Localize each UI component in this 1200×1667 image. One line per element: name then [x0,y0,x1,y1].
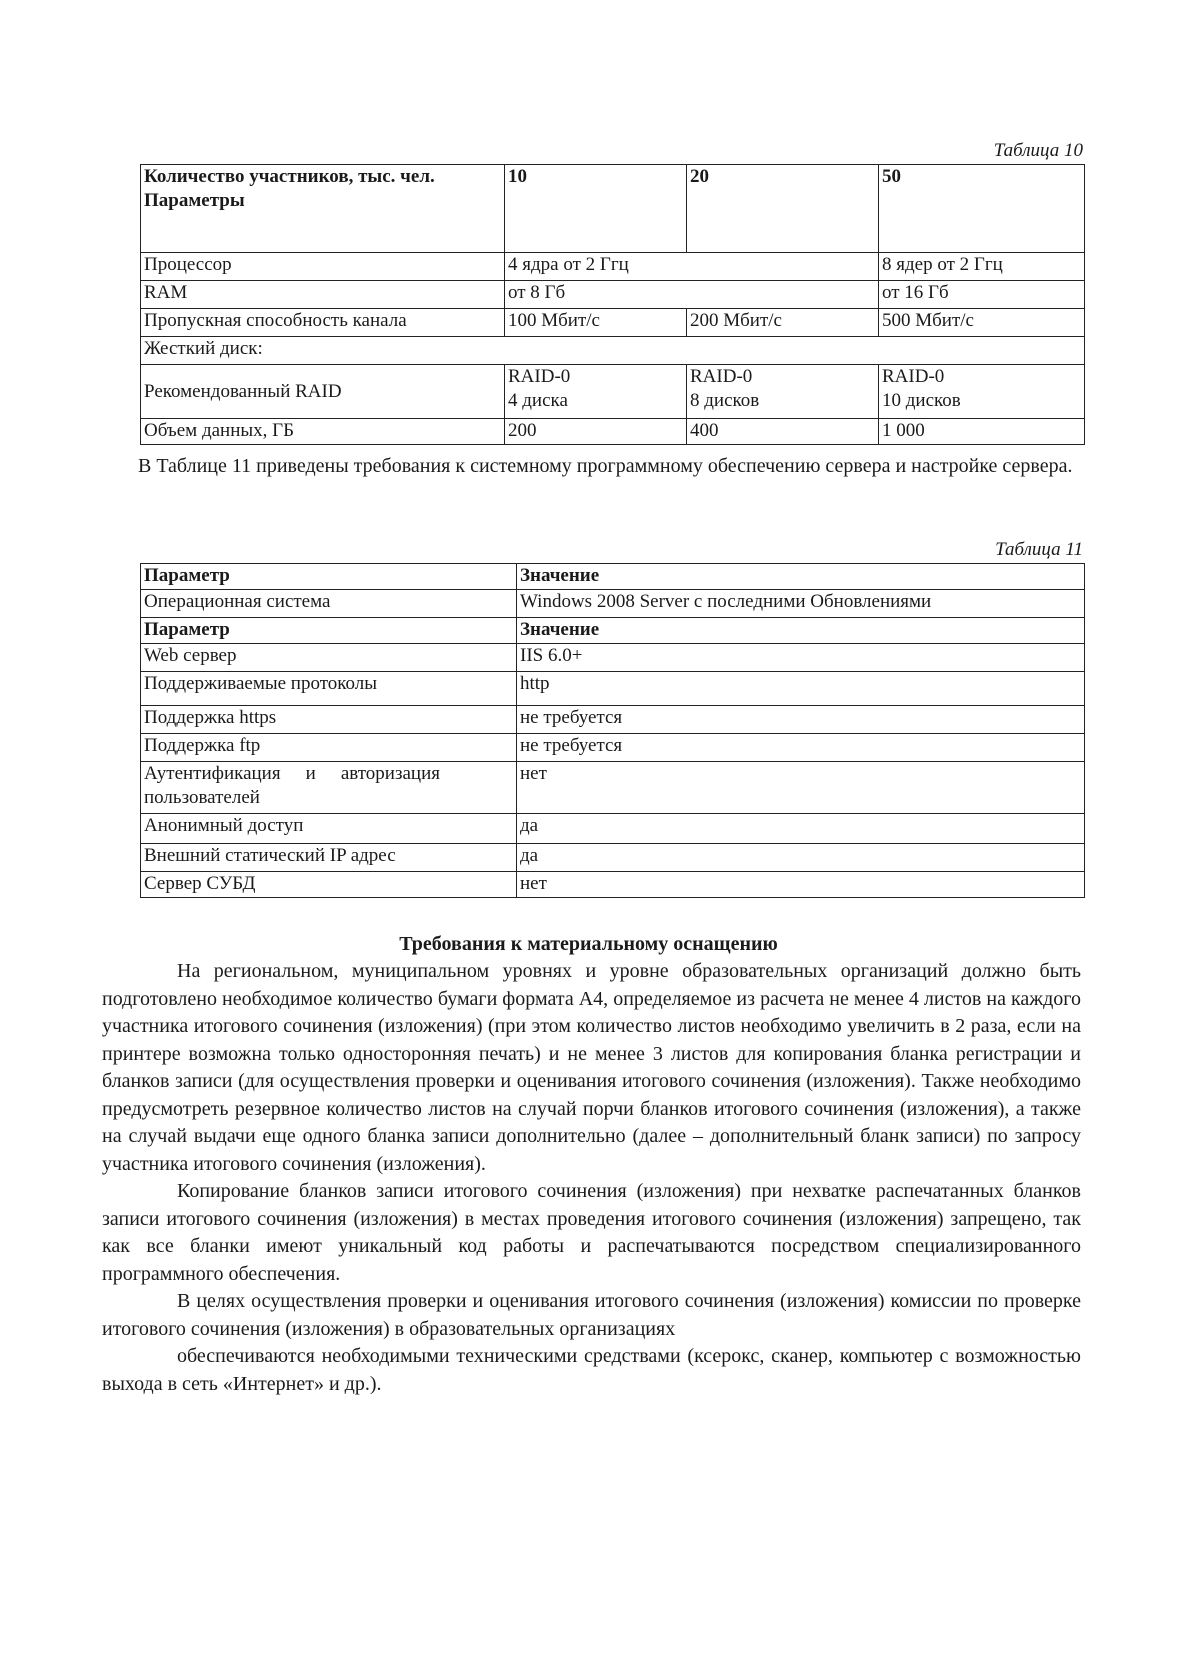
table10-header-line1: Количество участников, тыс. чел. [144,166,435,187]
table-row [141,165,1085,253]
table11-param-cell: Параметр [141,618,517,644]
table11-param-cell: Поддержка https [141,706,517,734]
intro-paragraph [96,453,1081,481]
table-row [141,281,1085,309]
table10-bandwidth-v1: 100 Мбит/с [505,309,687,337]
table10-raid-v2 [687,365,879,419]
table10-cpu-v1: 4 ядра от 2 Ггц [505,253,879,281]
table10-header-line2: Параметры [144,190,245,211]
table10-ram-v3: от 16 Гб [879,281,1085,309]
table-row [141,590,1085,618]
table-row [141,734,1085,762]
paragraph-4: обеспечиваются необходимыми техническими средствами (ксерокс, сканер, компьютер с возможностью выхода в сеть «Интернет» и др.). [102,1345,1081,1395]
table10-raid-v3 [879,365,1085,419]
table-row [141,564,1085,590]
table-row [141,872,1085,898]
table-row [141,419,1085,445]
table-row [141,309,1085,337]
table10-raid-v1 [505,365,687,419]
table10-header-col1: 10 [505,165,687,253]
table11-param-cell: Параметр [141,564,517,590]
table10 [140,164,1085,445]
table-row [141,337,1085,365]
table11-value-cell: IIS 6.0+ [517,644,1085,672]
table10-ram-label: RAM [141,281,505,309]
section-heading: Требования к материальному оснащению [399,933,778,955]
table11-body [141,564,1085,898]
table11-value-cell: Значение [517,618,1085,644]
table11-param-line: пользователей [144,787,260,808]
table10-raid-v2b: 8 дисков [690,390,760,411]
table11-value-cell: http [517,672,1085,706]
table10-bandwidth-v2: 200 Мбит/с [687,309,879,337]
paragraph-2: Копирование бланков записи итогового сочинения (изложения) при нехватке распечатанных бланков записи итогового сочинения (изложения) в местах проведения итогового сочинения (изложения) запрещено, так как все бланки имеют уникальный код работы и распечатываются посредством специализированного программного обеспечения. [102,1180,1081,1285]
table10-raid-v1a: RAID-0 [508,366,571,387]
table11-value-cell: нет [517,872,1085,898]
table10-bandwidth-label: Пропускная способность канала [141,309,505,337]
table11-value-cell: не требуется [517,734,1085,762]
table10-raid-v3b: 10 дисков [882,390,961,411]
table-row [141,644,1085,672]
table11-param-line: Аутентификация и авторизация [144,763,440,784]
table10-volume-v1: 200 [505,419,687,445]
table11-param-cell: Внешний статический IP адрес [141,844,517,872]
paragraph-1: На региональном, муниципальном уровнях и уровне образовательных организаций должно быть подготовлено необходимое количество бумаги формата А4, определяемое из расчета не менее 4 листов на каждого участника итогового сочинения (изложения) (при этом количество листов необходимо увеличить в 2 раза, если на принтере возможна только односторонняя печать) и не менее 3 листов для копирования бланка регистрации и бланков записи (для осуществления проверки и оценивания итогового сочинения (изложения). Также необходимо предусмотреть резервное количество листов на случай порчи бланков итогового сочинения (изложения), а также на случай выдачи еще одного бланка записи дополнительно (далее – дополнительный бланк записи) по запросу участника итогового сочинения (изложения). [102,960,1081,1175]
table10-hdd-label: Жесткий диск: [141,337,1085,365]
table-row [141,618,1085,644]
table10-volume-v2: 400 [687,419,879,445]
table10-cpu-label: Процессор [141,253,505,281]
table-row [141,672,1085,706]
table-row [141,706,1085,734]
table11-value-cell: не требуется [517,706,1085,734]
table11-value-cell: Значение [517,564,1085,590]
table11-value-cell: да [517,844,1085,872]
table11-param-cell: Поддерживаемые протоколы [141,672,517,706]
table10-header-col3: 50 [879,165,1085,253]
table10-raid-label: Рекомендованный RAID [141,365,505,419]
table10-header-col2: 20 [687,165,879,253]
table11-param-cell [141,762,517,814]
table11-param-cell: Анонимный доступ [141,814,517,844]
table-row [141,365,1085,419]
table10-volume-label: Объем данных, ГБ [141,419,505,445]
table10-volume-v3: 1 000 [879,419,1085,445]
paragraph-3: В целях осуществления проверки и оценивания итогового сочинения (изложения) комиссии по проверке итогового сочинения (изложения) в образовательных организациях [102,1290,1081,1340]
table10-header-param [141,165,505,253]
table10-raid-v3a: RAID-0 [882,366,945,387]
table11-param-cell: Операционная система [141,590,517,618]
table10-caption: Таблица 10 [993,140,1083,161]
table-row [141,814,1085,844]
table11-caption: Таблица 11 [995,539,1083,560]
table10-ram-v1: от 8 Гб [505,281,879,309]
section-body [102,958,1081,1398]
table10-cpu-v3: 8 ядер от 2 Ггц [879,253,1085,281]
table-row [141,762,1085,814]
table-row [141,844,1085,872]
table10-raid-v2a: RAID-0 [690,366,753,387]
table11-value-cell: да [517,814,1085,844]
table-row [141,253,1085,281]
intro-text: В Таблице 11 приведены требования к системному программному обеспечению сервера и настройке сервера. [138,455,1073,477]
table11-param-cell: Сервер СУБД [141,872,517,898]
table10-bandwidth-v3: 500 Мбит/с [879,309,1085,337]
table11-value-cell: нет [517,762,1085,814]
table11-param-cell: Web сервер [141,644,517,672]
table11 [140,563,1085,898]
table10-raid-v1b: 4 диска [508,390,568,411]
table11-param-cell: Поддержка ftp [141,734,517,762]
table11-value-cell: Windows 2008 Server с последними Обновлениями [517,590,1085,618]
